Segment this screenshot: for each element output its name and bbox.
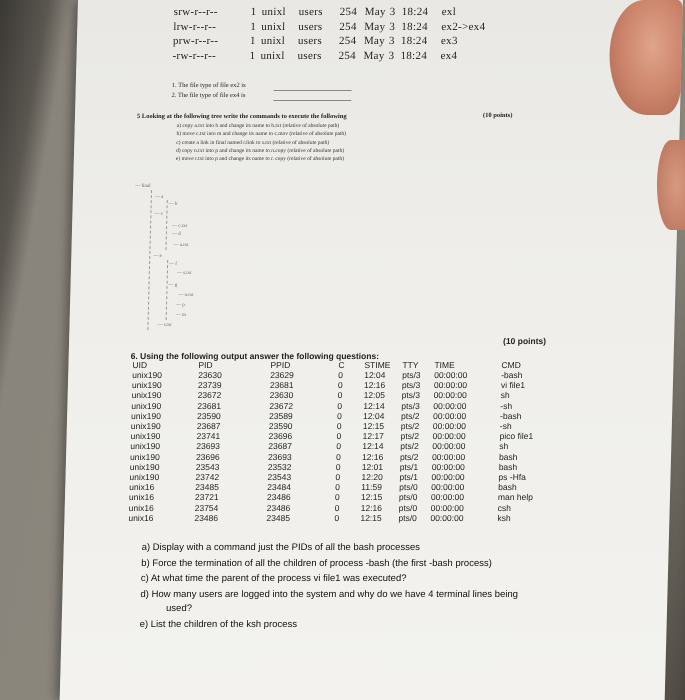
table-cell: 0 (334, 502, 340, 513)
table-cell: 12:01 (361, 461, 384, 472)
table-cell: 0 (338, 370, 344, 380)
tree-node: — e (153, 254, 162, 259)
finger (657, 140, 685, 230)
table-cell: 23486 (266, 502, 291, 513)
listing-name: exl (441, 6, 457, 18)
table-cell: 12:16 (363, 380, 386, 391)
table-cell: ps -Hfa (498, 472, 527, 482)
table-cell: 23742 (195, 472, 220, 482)
listing-month: May (363, 35, 386, 47)
table-cell: 23693 (196, 441, 221, 452)
tree-node: — n.txt (178, 293, 194, 298)
table-cell: unix16 (128, 512, 154, 523)
table-cell: 23681 (197, 400, 222, 411)
tree-node: — m (175, 313, 186, 318)
q5-title: 5 Looking at the following tree write the commands to execute the following (136, 113, 347, 120)
listing-name: ex2->ex4 (441, 20, 486, 33)
table-cell: 00:00:00 (432, 431, 466, 442)
listing-time: 18:24 (401, 20, 429, 33)
table-cell: 23739 (197, 380, 222, 391)
table-cell: 00:00:00 (432, 410, 467, 421)
q5-item: c) create a link in final named r.link to s.txt (relative of absolute path) (176, 139, 330, 146)
table-cell: csh (497, 502, 512, 513)
table-cell: 0 (335, 482, 341, 493)
table-cell: 23543 (195, 461, 220, 472)
q6-question: e) List the children of the ksh process (139, 619, 298, 630)
table-cell: bash (498, 461, 518, 472)
table-cell: 00:00:00 (430, 512, 464, 523)
table-cell: unix16 (129, 482, 155, 493)
table-cell: 0 (335, 461, 341, 472)
listing-time: 18:24 (401, 6, 429, 18)
table-cell: pts/2 (399, 451, 419, 462)
table-cell: pts/3 (401, 390, 421, 401)
q6-question: c) At what time the parent of the process vi file1 was executed? (140, 573, 407, 584)
listing-size: 254 (338, 35, 357, 47)
table-cell: 12:15 (362, 421, 385, 431)
listing-day: 3 (389, 20, 396, 33)
table-cell: 0 (336, 441, 342, 452)
listing-day: 3 (389, 6, 396, 18)
table-cell: 00:00:00 (430, 492, 465, 503)
table-cell: 23590 (196, 410, 221, 421)
listing-name: ex4 (440, 49, 458, 62)
table-header: TIME (434, 360, 455, 370)
table-cell: -sh (499, 421, 512, 431)
q6-question: d) How many users are logged into the system and why do we have 4 terminal lines being (140, 589, 519, 600)
q6-points: (10 points) (502, 336, 547, 346)
table-cell: 0 (337, 380, 343, 391)
table-cell: 11:59 (361, 482, 383, 493)
table-cell: pts/0 (398, 502, 418, 513)
table-cell: 00:00:00 (431, 472, 465, 482)
table-cell: 23687 (196, 421, 221, 431)
table-cell: 00:00:00 (431, 482, 465, 493)
table-cell: pts/3 (402, 370, 421, 380)
table-cell: 23681 (269, 380, 294, 391)
table-cell: pico file1 (499, 431, 534, 442)
table-cell: 12:05 (363, 390, 386, 401)
tree-branch (166, 260, 169, 320)
tree-node: — f (169, 262, 178, 267)
table-cell: 0 (336, 421, 342, 431)
table-cell: pts/1 (399, 461, 419, 472)
table-cell: 23693 (267, 451, 292, 462)
table-cell: unix16 (128, 502, 154, 513)
q5-item: b) move c.txt into m and change its name to c.mov (relative of absolute path) (176, 131, 347, 138)
table-cell: pts/3 (401, 400, 420, 411)
table-header: C (338, 360, 345, 370)
listing-owner: unixl (260, 35, 286, 47)
table-cell: 00:00:00 (430, 502, 464, 513)
table-cell: unix190 (132, 370, 163, 380)
table-cell: 00:00:00 (433, 380, 468, 391)
listing-month: May (364, 20, 386, 33)
table-cell: -bash (501, 370, 523, 380)
table-cell: 0 (334, 512, 340, 523)
q5-item: e) move r.txt into p and change its name to r. copy (relative of absolute path) (175, 156, 345, 163)
table-cell: 12:16 (361, 451, 384, 462)
table-cell: ksh (497, 512, 511, 523)
tree-node: — c (154, 212, 163, 217)
table-cell: 0 (335, 451, 341, 462)
table-cell: 23721 (194, 492, 219, 503)
table-cell: unix190 (130, 431, 161, 442)
table-cell: 23486 (194, 512, 219, 523)
table-cell: 00:00:00 (434, 370, 468, 380)
table-cell: -sh (500, 400, 513, 411)
table-cell: 12:14 (363, 400, 385, 411)
table-cell: 0 (337, 400, 343, 411)
table-cell: 00:00:00 (432, 421, 467, 431)
table-cell: 12:20 (361, 472, 383, 482)
table-cell: 00:00:00 (431, 451, 466, 462)
table-header: TTY (402, 360, 419, 370)
table-cell: sh (499, 441, 509, 452)
listing-links: 1 (249, 49, 256, 62)
table-cell: 23486 (266, 492, 291, 503)
listing-size: 254 (339, 6, 358, 18)
answer-line (273, 100, 351, 101)
listing-links: 1 (250, 6, 257, 18)
table-cell: unix190 (130, 421, 161, 431)
listing-time: 18:24 (400, 49, 428, 62)
listing-links: 1 (250, 20, 257, 33)
table-cell: 23672 (197, 390, 222, 401)
tree-node: — final (135, 184, 151, 189)
q5-item: a) copy a.txt into b and change its name to b.txt (relative of absolute path) (176, 123, 340, 129)
table-cell: vi file1 (500, 380, 526, 391)
listing-perms: -rw-r--r-- (172, 49, 217, 62)
answer-line (274, 90, 352, 91)
table-cell: 23484 (267, 482, 292, 493)
tree-node: — a.txt (173, 243, 189, 248)
table-header: PPID (270, 360, 291, 370)
tree-branch (147, 190, 152, 330)
table-header: PID (198, 360, 213, 370)
table-cell: unix190 (130, 410, 162, 421)
listing-group: users (298, 20, 323, 33)
table-cell: 0 (337, 390, 343, 401)
table-cell: pts/2 (400, 410, 420, 421)
listing-time: 18:24 (400, 35, 428, 47)
table-cell: 00:00:00 (433, 400, 467, 411)
tree-node: — p (175, 303, 185, 308)
tree-node: — r.txt (157, 323, 172, 328)
table-cell: unix190 (131, 390, 162, 401)
listing-name: ex3 (440, 35, 458, 47)
table-cell: 12:16 (360, 502, 383, 513)
table-cell: 12:04 (362, 410, 385, 421)
table-cell: 0 (336, 431, 342, 442)
listing-group: users (298, 6, 323, 18)
listing-group: users (297, 49, 322, 62)
listing-owner: unixl (261, 6, 286, 18)
table-cell: 23590 (268, 421, 293, 431)
table-cell: 23696 (268, 431, 293, 442)
table-cell: 23754 (194, 502, 219, 513)
tree-node: — a (154, 195, 164, 200)
table-cell: 12:15 (360, 512, 382, 523)
table-cell: 12:04 (364, 370, 386, 380)
table-cell: pts/2 (400, 421, 420, 431)
table-cell: 12:15 (360, 492, 383, 503)
q6-question: used? (165, 603, 193, 614)
table-cell: 12:17 (362, 431, 384, 442)
table-cell: 23485 (195, 482, 220, 493)
tree-node: — s.txt (176, 271, 192, 276)
table-cell: pts/0 (398, 512, 418, 523)
table-cell: 0 (336, 410, 342, 421)
q6-question: a) Display with a command just the PIDs of all the bash processes (141, 542, 421, 553)
table-cell: 23532 (267, 461, 292, 472)
table-cell: 23687 (268, 441, 293, 452)
table-cell: 00:00:00 (431, 461, 466, 472)
tree-node: — g (168, 283, 178, 288)
table-cell: 23485 (266, 512, 291, 523)
table-cell: unix190 (131, 380, 162, 391)
listing-group: users (297, 35, 323, 47)
tree-node: — d (171, 232, 181, 237)
table-cell: pts/1 (399, 472, 419, 482)
listing-perms: srw-r--r-- (173, 6, 218, 18)
listing-owner: unixl (260, 49, 285, 62)
table-cell: unix190 (129, 461, 160, 472)
table-cell: 23629 (270, 370, 294, 380)
finger (608, 0, 683, 115)
tree-node: — b (168, 202, 178, 207)
table-cell: pts/2 (400, 441, 419, 452)
tree-node: — c.txt (172, 224, 188, 229)
listing-month: May (363, 49, 385, 62)
listing-perms: prw-r--r-- (172, 35, 219, 47)
table-header: UID (132, 360, 148, 370)
table-cell: 0 (335, 472, 341, 482)
table-cell: 00:00:00 (432, 441, 466, 452)
table-cell: 23589 (268, 410, 293, 421)
table-cell: pts/3 (401, 380, 421, 391)
table-cell: unix16 (128, 492, 155, 503)
listing-size: 254 (338, 49, 357, 62)
table-header: CMD (501, 360, 521, 370)
table-cell: bash (498, 482, 517, 493)
listing-owner: unixl (261, 20, 286, 33)
exam-paper (60, 0, 683, 700)
table-cell: 0 (334, 492, 340, 503)
q5-points: (10 points) (482, 112, 513, 119)
filetype-q2: 2. The file type of file ex4 is (171, 92, 246, 99)
table-cell: 23741 (196, 431, 221, 442)
table-cell: 23630 (269, 390, 294, 401)
listing-links: 1 (249, 35, 256, 47)
filetype-q1: 1. The file type of file ex2 is (171, 82, 246, 89)
table-cell: 23543 (267, 472, 292, 482)
table-cell: unix190 (129, 472, 160, 482)
q5-item: d) copy n.txt into p and change its name to n.copy (relative of absolute path) (175, 147, 345, 154)
table-header: STIME (364, 360, 391, 370)
table-cell: bash (498, 451, 518, 462)
table-cell: unix190 (130, 441, 161, 452)
table-cell: unix190 (131, 400, 162, 411)
table-cell: 23630 (198, 370, 222, 380)
listing-perms: lrw-r--r-- (173, 20, 217, 33)
table-cell: 23672 (269, 400, 294, 411)
table-cell: pts/0 (399, 482, 418, 493)
table-cell: 00:00:00 (433, 390, 467, 401)
table-cell: man help (497, 492, 534, 503)
q6-question: b) Force the termination of all the children of process -bash (the first -bash process) (141, 558, 492, 569)
listing-day: 3 (388, 35, 395, 47)
table-cell: 12:14 (362, 441, 384, 452)
listing-size: 254 (339, 20, 357, 33)
listing-month: May (364, 6, 386, 18)
table-cell: 23696 (195, 451, 220, 462)
listing-day: 3 (388, 49, 395, 62)
table-cell: sh (500, 390, 510, 401)
table-cell: -bash (499, 410, 522, 421)
q6-title: 6. Using the following output answer the following questions: (130, 351, 380, 361)
table-cell: pts/2 (400, 431, 420, 442)
table-cell: unix190 (129, 451, 160, 462)
table-cell: pts/0 (398, 492, 418, 503)
tree-branch (165, 200, 167, 250)
